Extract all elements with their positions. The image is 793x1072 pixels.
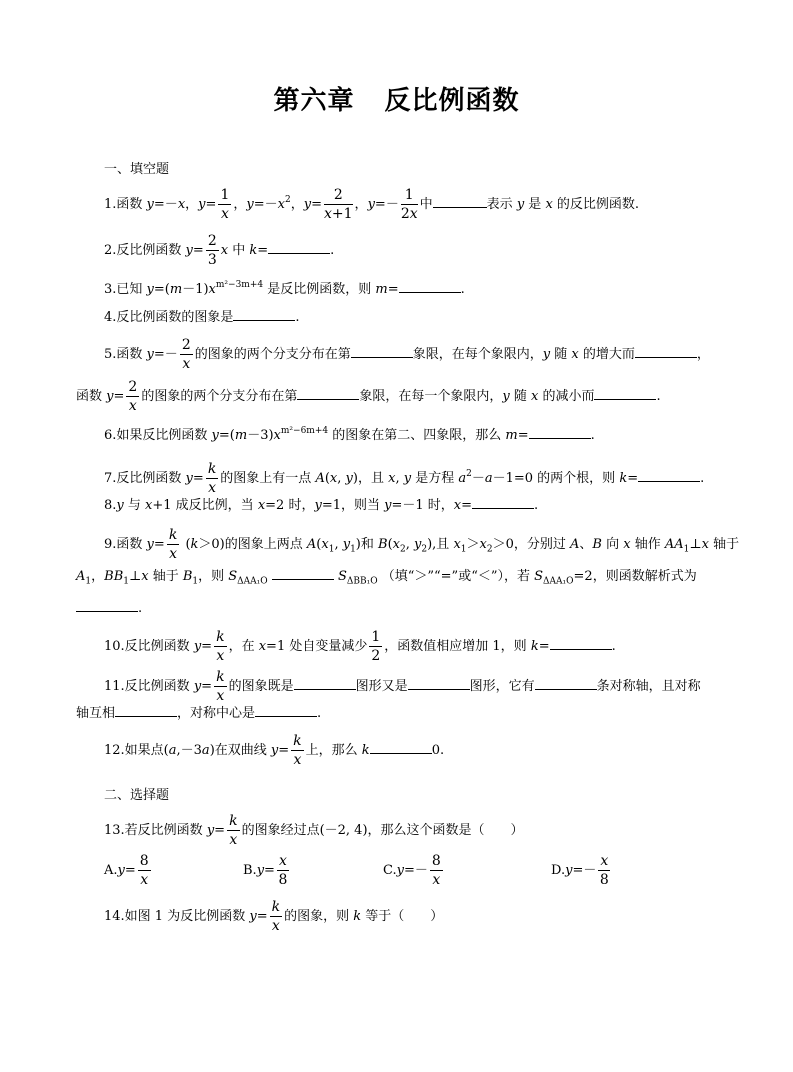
answer-blank[interactable] <box>472 494 534 509</box>
option-d[interactable]: D.y=－ $\frac{x}{8}$ <box>551 853 609 888</box>
chapter-name: 反比例函数 <box>384 86 520 116</box>
chapter-number: 第六章 <box>273 86 355 116</box>
answer-blank[interactable] <box>294 675 356 690</box>
answer-blank[interactable] <box>550 635 612 650</box>
question-12: 12.如果点(a,－3a)在双曲线 y= $\frac{k}{x}$ 上，那么 k 0. <box>104 733 445 768</box>
question-13: 13.若反比例函数 y= $\frac{k}{x}$ 的图象经过点(－2, 4)，那么这个函数是（ ） <box>104 813 524 848</box>
question-9-continued: $A_1$，$BB_1\perp x$ 轴于 $B_1$，则 $S_{\Delta AA_1O}$ $S_{\Delta BB_1O}$ （填“＞”“=”或“＜”），若 $S_{\Delta AA_1O}=2$，则函数解析式为 <box>76 565 733 587</box>
answer-blank[interactable] <box>255 702 317 717</box>
answer-blank[interactable] <box>370 739 432 754</box>
answer-blank[interactable] <box>268 239 330 254</box>
answer-blank[interactable] <box>408 675 470 690</box>
question-11-continued: 轴互相 ，对称中心是 . <box>76 702 733 724</box>
answer-blank[interactable] <box>594 385 656 400</box>
section-multiple-choice: 二、选择题 <box>104 788 170 803</box>
answer-blank[interactable] <box>638 467 700 482</box>
question-11: 11.反比例函数 y= $\frac{k}{x}$ 的图象既是 图形又是 图形，它有 条对称轴，且对称 <box>104 669 701 704</box>
answer-blank[interactable] <box>535 675 597 690</box>
answer-blank[interactable] <box>399 278 461 293</box>
chapter-title <box>0 80 793 117</box>
question-9-blank-line: . <box>76 597 733 619</box>
question-5: 5.函数 y=－ $\frac{2}{x}$ 的图象的两个分支分布在第 象限，在每个象限内，y 随 x 的增大而 ， <box>104 337 710 372</box>
question-9: 9.函数 y= $\frac{k}{x}$ (k＞0)的图象上两点 $A(x_1$, $y_1$)和 $B(x_2$, $y_2$),且 $x_1>x_2>0$，分别过 A、B 向 x 轴作 $AA_1\perp x$ 轴于 <box>104 527 740 562</box>
answer-blank[interactable] <box>351 343 413 358</box>
answer-blank[interactable] <box>272 565 334 580</box>
question-8: 8.y 与 x+1 成反比例，当 x=2 时，y=1，则当 y=－1 时，x= . <box>104 494 733 516</box>
answer-blank[interactable] <box>635 343 697 358</box>
question-4: 4.反比例函数的图象是 . <box>104 306 733 328</box>
question-14: 14.如图 1 为反比例函数 y= $\frac{k}{x}$ 的图象，则 k 等于（ ） <box>104 899 444 934</box>
question-3: 3.已知 $y=(m-1)x^{m^2-3m+4}$ 是反比例函数，则 m= . <box>104 280 465 297</box>
answer-blank[interactable] <box>115 702 177 717</box>
option-c[interactable]: C.y=－ $\frac{8}{x}$ <box>383 853 441 888</box>
question-2: 2.反比例函数 y= $\frac{2}{3}$ x 中 k= . <box>104 233 335 268</box>
question-6: 6.如果反比例函数 $y=(m-3)x^{m^2-6m+4}$ 的图象在第二、四象限，那么 m= . <box>104 426 595 443</box>
option-b[interactable]: B.y= $\frac{x}{8}$ <box>243 853 288 888</box>
question-1: 1.函数 y=－x，y= $\frac{1}{x}$ ，$y=-x^2$，y= $\frac{2}{x+1}$ ，y=－ $\frac{1}{2x}$ 中 表示 y 是 x 的反比例函数. <box>104 187 640 222</box>
answer-blank[interactable] <box>76 597 138 612</box>
answer-blank[interactable] <box>529 424 591 439</box>
answer-blank[interactable] <box>233 306 295 321</box>
question-7: 7.反比例函数 y= $\frac{k}{x}$ 的图象上有一点 A(x, y)，且 x, y 是方程 $a^2-a-1=0$ 的两个根，则 k= . <box>104 461 705 496</box>
question-10: 10.反比例函数 y= $\frac{k}{x}$ ，在 x=1 处自变量减少 $\frac{1}{2}$ ，函数值相应增加 1，则 k= . <box>104 629 616 664</box>
answer-blank[interactable] <box>297 385 359 400</box>
question-5-continued: 函数 y= $\frac{2}{x}$ 的图象的两个分支分布在第 象限，在每一个象限内，y 随 x 的减小而 . <box>76 379 661 414</box>
section-fill-in: 一、填空题 <box>104 162 170 177</box>
option-a[interactable]: A.y= $\frac{8}{x}$ <box>104 853 149 888</box>
answer-blank[interactable] <box>433 193 487 208</box>
